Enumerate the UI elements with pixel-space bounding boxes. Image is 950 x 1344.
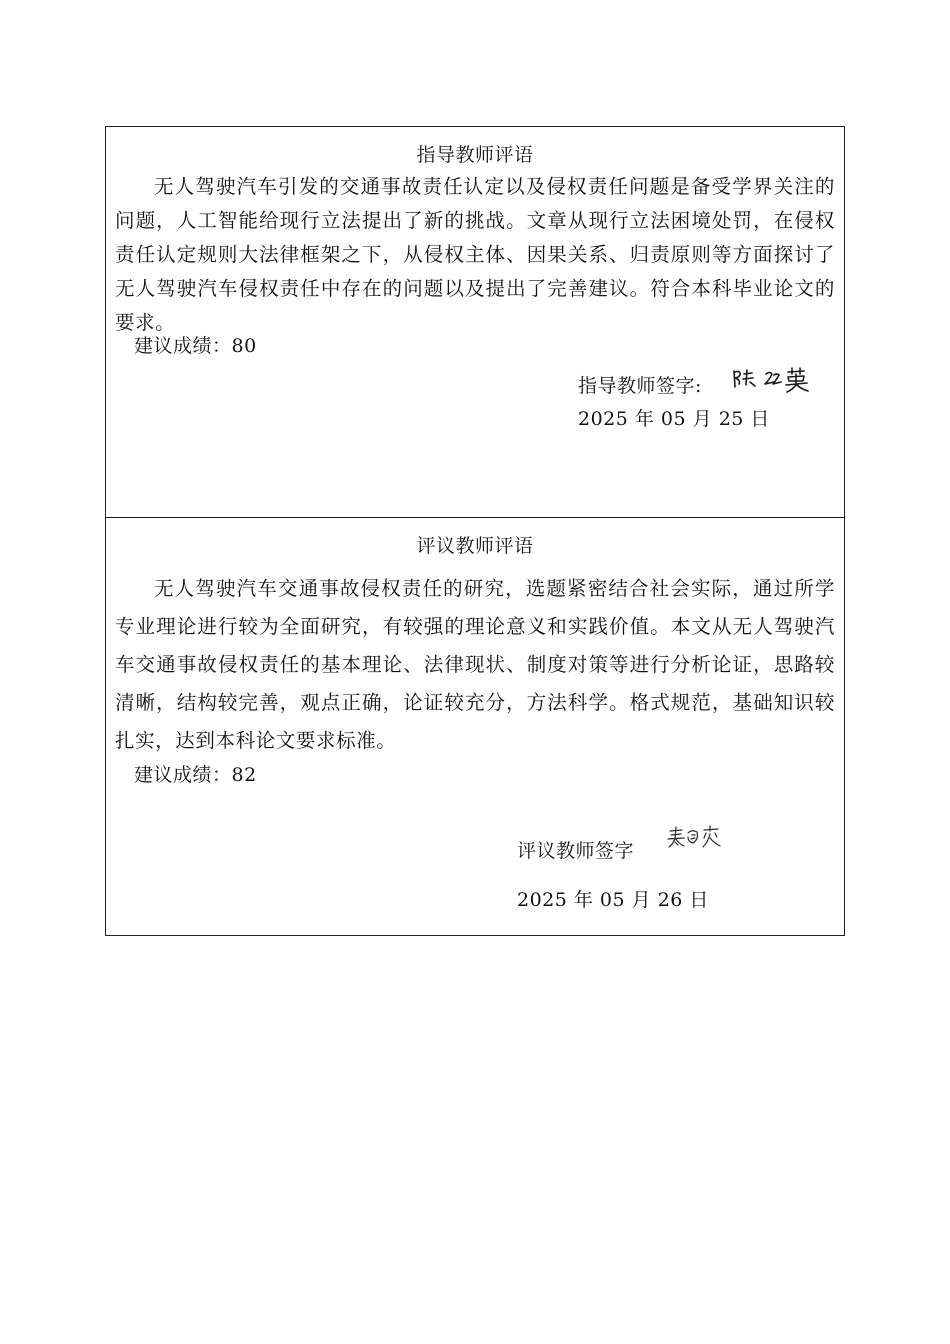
review-form-table	[105, 126, 845, 936]
reviewer-signature-label: 评议教师签字	[517, 840, 635, 862]
reviewer-suggested-grade: 建议成绩：82	[134, 764, 257, 786]
reviewer-handwritten-signature	[666, 823, 726, 851]
advisor-comment-text: 无人驾驶汽车引发的交通事故责任认定以及侵权责任问题是备受学界关注的问题，人工智能给现行立法提出了新的挑战。文章从现行立法困境处罚，在侵权责任认定规则大法律框架之下，从侵权主体、因果关系、归责原则等方面探讨了无人驾驶汽车侵权责任中存在的问题以及提出了完善建议。符合本科毕业论文的要求。	[115, 175, 835, 334]
advisor-review-date: 2025 年 05 月 25 日	[578, 408, 770, 430]
advisor-handwritten-signature	[730, 365, 820, 395]
reviewer-section-title: 评议教师评语	[416, 535, 534, 557]
advisor-comment-section	[106, 127, 844, 518]
reviewer-comment-text: 无人驾驶汽车交通事故侵权责任的研究，选题紧密结合社会实际，通过所学专业理论进行较为全面研究，有较强的理论意义和实践价值。本文从无人驾驶汽车交通事故侵权责任的基本理论、法律现状、制度对策等进行分析论证，思路较清晰，结构较完善，观点正确，论证较充分，方法科学。格式规范，基础知识较扎实，达到本科论文要求标准。	[115, 577, 835, 752]
advisor-signature-label: 指导教师签字:	[578, 375, 702, 397]
reviewer-comment-section	[106, 518, 844, 935]
reviewer-review-date: 2025 年 05 月 26 日	[517, 889, 709, 911]
advisor-section-title: 指导教师评语	[416, 144, 534, 166]
advisor-suggested-grade: 建议成绩：80	[134, 335, 257, 357]
